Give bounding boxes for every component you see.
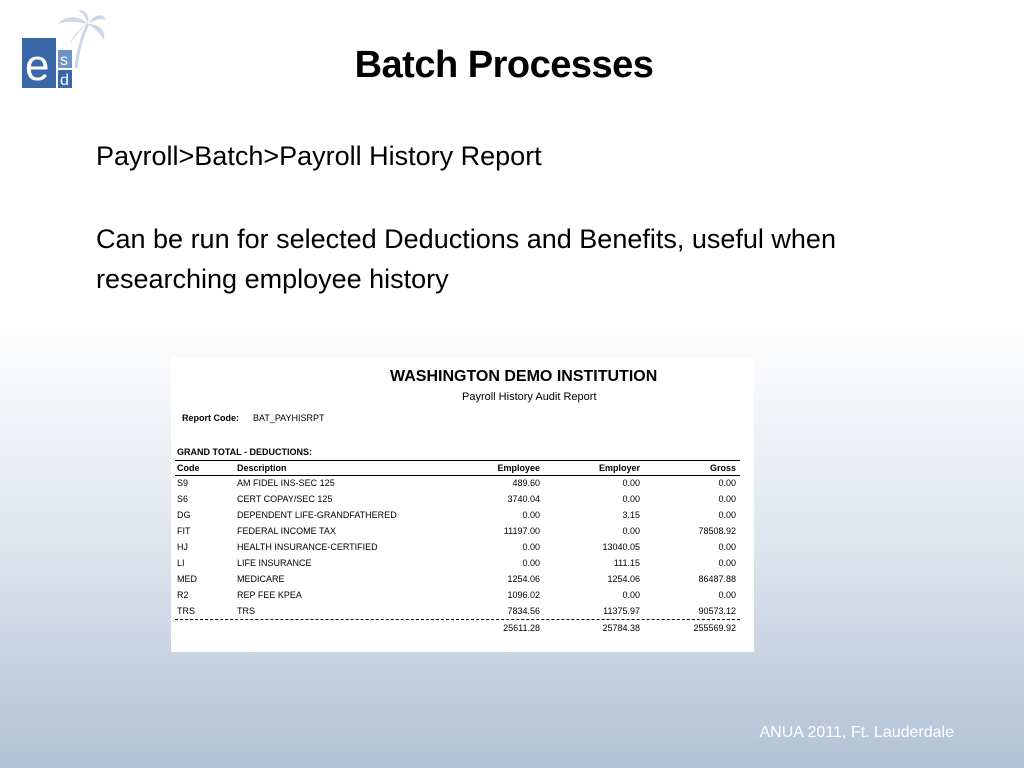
- row-code: DG: [177, 510, 191, 520]
- row-employer: 0.00: [622, 590, 640, 600]
- row-gross: 0.00: [718, 478, 736, 488]
- col-header-gross: Gross: [709, 463, 736, 473]
- row-employee: 1254.06: [507, 574, 540, 584]
- row-gross: 0.00: [718, 542, 736, 552]
- row-description: MEDICARE: [237, 574, 285, 584]
- col-header-employee: Employee: [497, 463, 540, 473]
- row-gross: 0.00: [718, 494, 736, 504]
- row-gross: 90573.12: [698, 606, 736, 616]
- row-code: LI: [177, 558, 185, 568]
- logo-letter-e: e: [25, 41, 50, 90]
- totals-divider: [175, 619, 740, 620]
- report-section-title: GRAND TOTAL - DEDUCTIONS:: [177, 447, 312, 457]
- totals-row: [175, 621, 740, 636]
- table-row: [175, 476, 740, 491]
- report-code-value: BAT_PAYHISRPT: [253, 413, 325, 423]
- row-employee: 11197.00: [503, 526, 540, 536]
- total-gross: 255569.92: [693, 623, 736, 633]
- row-description: DEPENDENT LIFE-GRANDFATHERED: [237, 510, 397, 520]
- row-gross: 86487.88: [698, 574, 736, 584]
- col-header-employer: Employer: [598, 463, 640, 473]
- row-employee: 3740.04: [507, 494, 540, 504]
- row-code: R2: [177, 590, 189, 600]
- table-row: [175, 540, 740, 555]
- row-employee: 0.00: [522, 558, 540, 568]
- slide-footer: ANUA 2011, Ft. Lauderdale: [759, 724, 954, 741]
- table-row: [175, 604, 740, 619]
- table-row: [175, 524, 740, 539]
- row-description: REP FEE KPEA: [237, 590, 302, 600]
- col-header-code: Code: [177, 463, 200, 473]
- logo-letter-d: d: [60, 72, 69, 89]
- row-employer: 0.00: [622, 478, 640, 488]
- total-employer: 25784.38: [602, 623, 640, 633]
- row-employer: 3.15: [622, 510, 640, 520]
- row-gross: 0.00: [718, 558, 736, 568]
- row-employee: 1096.02: [507, 590, 540, 600]
- table-row: [175, 572, 740, 587]
- row-employer: 13040.05: [602, 542, 640, 552]
- report-table-header: [175, 460, 740, 476]
- row-gross: 0.00: [718, 510, 736, 520]
- row-description: CERT COPAY/SEC 125: [237, 494, 333, 504]
- table-row: [175, 588, 740, 603]
- row-employer: 0.00: [622, 494, 640, 504]
- row-description: LIFE INSURANCE: [237, 558, 312, 568]
- report-screenshot: [171, 357, 754, 652]
- table-row: [175, 492, 740, 507]
- row-description: FEDERAL INCOME TAX: [237, 526, 336, 536]
- row-employer: 11375.97: [603, 606, 640, 616]
- row-employer: 111.15: [613, 558, 640, 568]
- row-gross: 78508.92: [698, 526, 736, 536]
- report-code: [182, 413, 325, 423]
- report-code-label: Report Code:: [182, 413, 239, 423]
- slide-title: Batch Processes: [354, 44, 654, 86]
- row-employee: 0.00: [522, 510, 540, 520]
- row-description: HEALTH INSURANCE-CERTIFIED: [237, 542, 378, 552]
- table-row: [175, 508, 740, 523]
- row-employee: 489.60: [512, 478, 540, 488]
- row-employer: 1254.06: [607, 574, 640, 584]
- row-code: MED: [177, 574, 197, 584]
- row-employee: 7834.56: [507, 606, 540, 616]
- logo-letter-s: s: [60, 52, 68, 69]
- row-description: TRS: [237, 606, 255, 616]
- col-header-description: Description: [237, 463, 287, 473]
- row-employee: 0.00: [522, 542, 540, 552]
- report-subtitle: Payroll History Audit Report: [462, 391, 597, 403]
- row-description: AM FIDEL INS-SEC 125: [237, 478, 335, 488]
- report-institution: WASHINGTON DEMO INSTITUTION: [390, 368, 658, 385]
- table-row: [175, 556, 740, 571]
- row-code: S6: [177, 494, 189, 504]
- row-gross: 0.00: [718, 590, 736, 600]
- bullet-menu-path: Payroll>Batch>Payroll History Report: [96, 141, 542, 171]
- row-code: FIT: [177, 526, 191, 536]
- total-employee: 25611.28: [503, 623, 540, 633]
- row-code: S9: [177, 478, 189, 488]
- row-code: TRS: [177, 606, 195, 616]
- row-employer: 0.00: [622, 526, 640, 536]
- row-code: HJ: [177, 542, 188, 552]
- bullet-description: Can be run for selected Deductions and Benefits, useful when researching employee history: [96, 224, 836, 294]
